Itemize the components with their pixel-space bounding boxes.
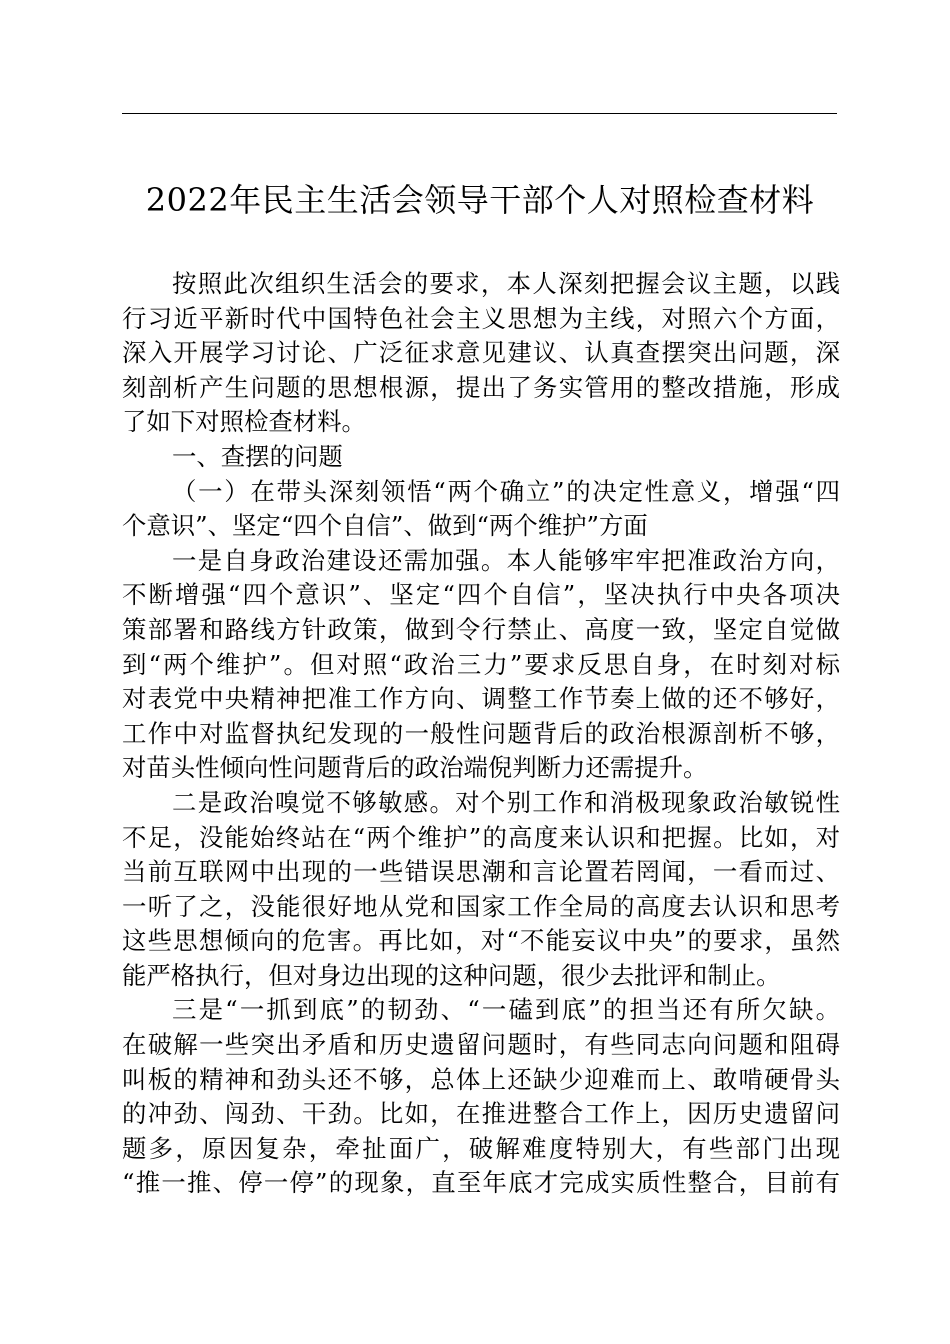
body-text-line: 这些思想倾向的危害。再比如，对“不能妄议中央”的要求，虽然 <box>122 926 840 956</box>
body-text-line: 当前互联网中出现的一些错误思潮和言论置若罔闻，一看而过、 <box>122 857 840 887</box>
body-text-line: 的冲劲、闯劲、干劲。比如，在推进整合工作上，因历史遗留问 <box>122 1099 840 1129</box>
body-text-line: 一听了之，没能很好地从党和国家工作全局的高度去认识和思考 <box>122 891 840 921</box>
body-text-line: 对苗头性倾向性问题背后的政治端倪判断力还需提升。 <box>122 753 708 783</box>
body-text-line: 能严格执行，但对身边出现的这种问题，很少去批评和制止。 <box>122 960 781 990</box>
body-text-line: 按照此次组织生活会的要求，本人深刻把握会议主题，以践 <box>172 269 840 298</box>
body-text-line: 不断增强“四个意识”、坚定“四个自信”，坚决执行中央各项决 <box>122 580 840 610</box>
body-text-line: 不足，没能始终站在“两个维护”的高度来认识和把握。比如，对 <box>122 822 840 852</box>
body-text-line: 策部署和路线方针政策，做到令行禁止、高度一致，坚定自觉做 <box>122 614 840 644</box>
body-text-line: 二是政治嗅觉不够敏感。对个别工作和消极现象政治敏锐性 <box>172 787 840 817</box>
body-text-line: 一、查摆的问题 <box>172 441 343 471</box>
body-text-line: 三是“一抓到底”的韧劲、“一磕到底”的担当还有所欠缺。 <box>172 995 840 1025</box>
body-text-line: 工作中对监督执纪发现的一般性问题背后的政治根源剖析不够， <box>122 718 840 748</box>
body-text-line: “推一推、停一停”的现象，直至年底才完成实质性整合，目前有 <box>122 1168 840 1198</box>
document-title: 2022年民主生活会领导干部个人对照检查材料 <box>145 181 815 219</box>
document-body <box>122 267 840 1201</box>
body-text-line: 到“两个维护”。但对照“政治三力”要求反思自身，在时刻对标 <box>122 649 840 679</box>
body-text-line: 个意识”、坚定“四个自信”、做到“两个维护”方面 <box>122 511 648 541</box>
body-text-line: 题多，原因复杂，牵扯面广，破解难度特别大，有些部门出现 <box>122 1133 840 1163</box>
body-text-line: （一）在带头深刻领悟“两个确立”的决定性意义，增强“四 <box>172 476 840 506</box>
body-text-line: 深入开展学习讨论、广泛征求意见建议、认真查摆突出问题，深 <box>122 338 840 368</box>
body-text-line: 刻剖析产生问题的思想根源，提出了务实管用的整改措施，形成 <box>122 372 840 402</box>
body-text-line: 在破解一些突出矛盾和历史遗留问题时，有些同志向问题和阻碍 <box>122 1030 840 1060</box>
body-text-line: 行习近平新时代中国特色社会主义思想为主线，对照六个方面， <box>122 303 840 333</box>
body-text-line: 一是自身政治建设还需加强。本人能够牢牢把准政治方向， <box>172 545 840 575</box>
body-text-line: 对表党中央精神把准工作方向、调整工作节奏上做的还不够好， <box>122 684 840 714</box>
header-rule <box>122 113 837 114</box>
body-text-line: 叫板的精神和劲头还不够，总体上还缺少迎难而上、敢啃硬骨头 <box>122 1064 840 1094</box>
body-text-line: 了如下对照检查材料。 <box>122 407 366 437</box>
